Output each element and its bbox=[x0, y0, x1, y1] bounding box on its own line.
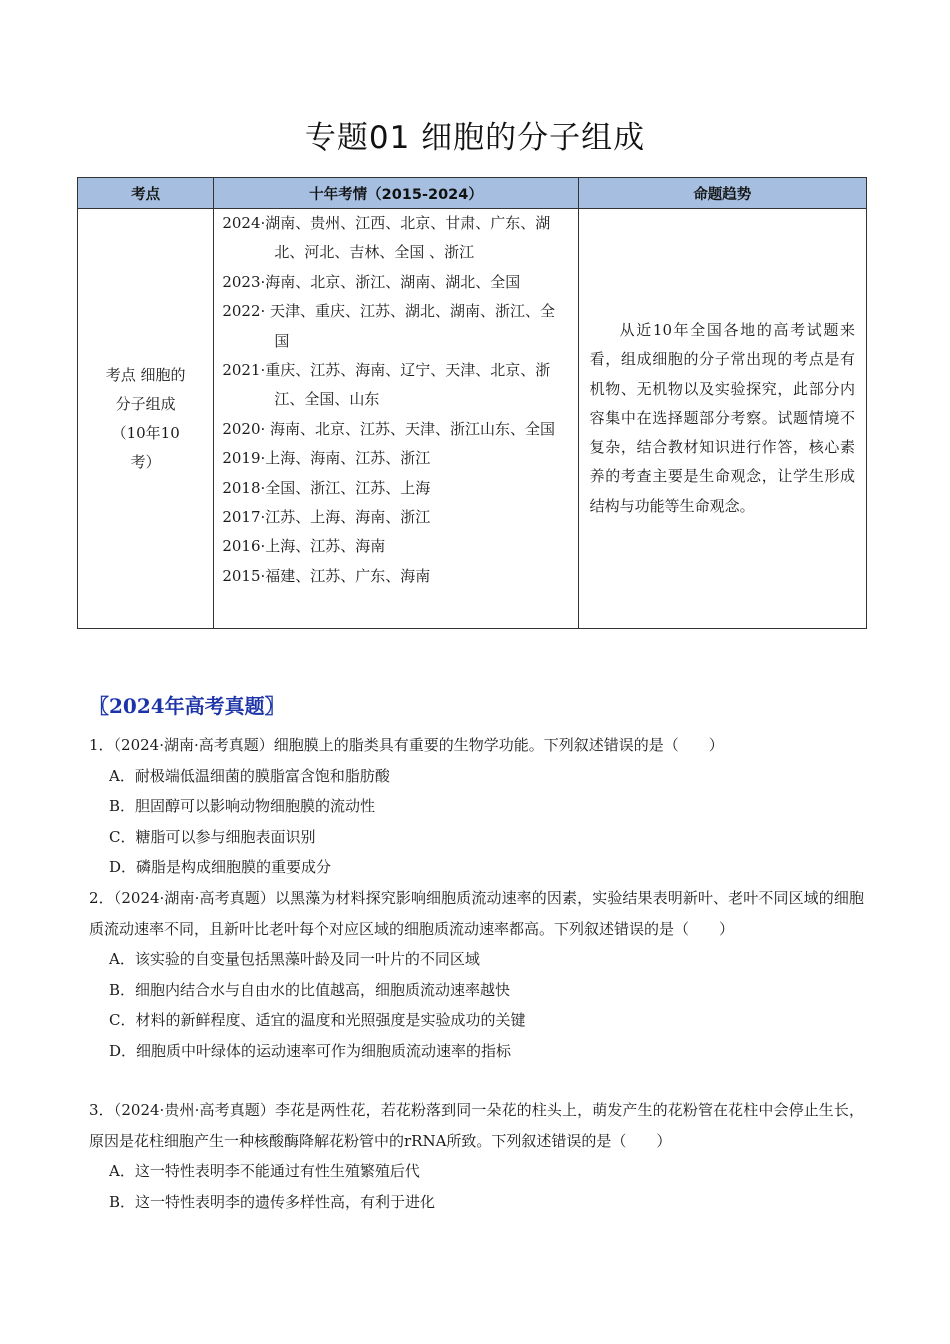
question-1 bbox=[89, 730, 864, 883]
option-a[interactable]: A．这一特性表明李不能通过有性生殖繁殖后代 bbox=[109, 1162, 420, 1180]
option-d[interactable]: D．细胞质中叶绿体的运动速率可作为细胞质流动速率的指标 bbox=[109, 1041, 512, 1060]
option-b[interactable]: B．这一特性表明李的遗传多样性高，有利于进化 bbox=[109, 1192, 436, 1211]
table-row bbox=[78, 209, 867, 629]
section-heading: 〖2024年高考真题〗 bbox=[89, 694, 285, 718]
exam-summary-table bbox=[77, 177, 867, 629]
trend-text: 从近10年全国各地的高考试题来看，组成细胞的分子常出现的考点是有机物、无机物以及实验探究，此部分内容集中在选择题部分考察。试题情境不复杂，结合教材知识进行作答，核心素养的考查主要是生命观念，让学生形成结构与功能等生命观念。 bbox=[589, 321, 855, 515]
question-stem: 1．（2024·湖南·高考真题）细胞膜上的脂类具有重要的生物学功能。下列叙述错误的是（ ） bbox=[89, 736, 724, 754]
option-d[interactable]: D．磷脂是构成细胞膜的重要成分 bbox=[109, 858, 332, 876]
option-b[interactable]: B．细胞内结合水与自由水的比值越高，细胞质流动速率越快 bbox=[109, 980, 511, 999]
topic-line: 考） bbox=[130, 452, 161, 471]
page-title: 专题01 细胞的分子组成 bbox=[304, 120, 646, 156]
year-line: 2015·福建、江苏、广东、海南 bbox=[222, 566, 431, 585]
question-2 bbox=[89, 883, 864, 1066]
topic-cell bbox=[78, 209, 214, 629]
topic-line: （10年10 bbox=[111, 423, 180, 442]
topic-line: 考点 细胞的 bbox=[105, 365, 186, 384]
year-line: 2020· 海南、北京、江苏、天津、浙江山东、全国 bbox=[222, 419, 556, 438]
header-trend: 命题趋势 bbox=[578, 178, 866, 209]
table-header-row bbox=[78, 178, 867, 209]
years-cell bbox=[214, 209, 578, 629]
year-line: 2018·全国、浙江、江苏、上海 bbox=[222, 478, 431, 497]
year-line: 2022· 天津、重庆、江苏、湖北、湖南、浙江、全国 bbox=[222, 302, 556, 350]
year-line: 2017·江苏、上海、海南、浙江 bbox=[222, 508, 431, 527]
trend-cell bbox=[578, 209, 866, 629]
option-c[interactable]: C．糖脂可以参与细胞表面识别 bbox=[109, 827, 316, 846]
year-line: 2024·湖南、贵州、江西、北京、甘肃、广东、湖北、河北、吉林、全国 、浙江 bbox=[222, 214, 551, 262]
topic-line: 分子组成 bbox=[115, 394, 176, 413]
option-a[interactable]: A．该实验的自变量包括黑藻叶龄及同一叶片的不同区域 bbox=[109, 950, 480, 968]
year-line: 2019·上海、海南、江苏、浙江 bbox=[222, 449, 431, 468]
option-b[interactable]: B．胆固醇可以影响动物细胞膜的流动性 bbox=[109, 797, 376, 815]
question-stem: 2．（2024·湖南·高考真题）以黑藻为材料探究影响细胞质流动速率的因素，实验结果表明新叶、老叶不同区域的细胞质流动速率不同，且新叶比老叶每个对应区域的细胞质流动速率都高。下列叙述错误的是（ ） bbox=[89, 889, 864, 938]
year-line: 2023·海南、北京、浙江、湖南、湖北、全国 bbox=[222, 272, 521, 291]
question-3 bbox=[89, 1095, 864, 1217]
header-topic: 考点 bbox=[78, 178, 214, 209]
option-a[interactable]: A．耐极端低温细菌的膜脂富含饱和脂肪酸 bbox=[109, 766, 390, 785]
year-line: 2016·上海、江苏、海南 bbox=[222, 537, 386, 556]
header-ten-year: 十年考情（2015-2024） bbox=[214, 178, 578, 209]
year-line: 2021·重庆、江苏、海南、辽宁、天津、北京、浙江、全国、山东 bbox=[222, 361, 551, 409]
option-c[interactable]: C．材料的新鲜程度、适宜的温度和光照强度是实验成功的关键 bbox=[109, 1011, 526, 1029]
question-stem: 3．（2024·贵州·高考真题）李花是两性花，若花粉落到同一朵花的柱头上，萌发产生的花粉管在花柱中会停止生长，原因是花柱细胞产生一种核酸酶降解花粉管中的rRNA所致。下列叙述错误的是（ ） bbox=[89, 1101, 864, 1150]
